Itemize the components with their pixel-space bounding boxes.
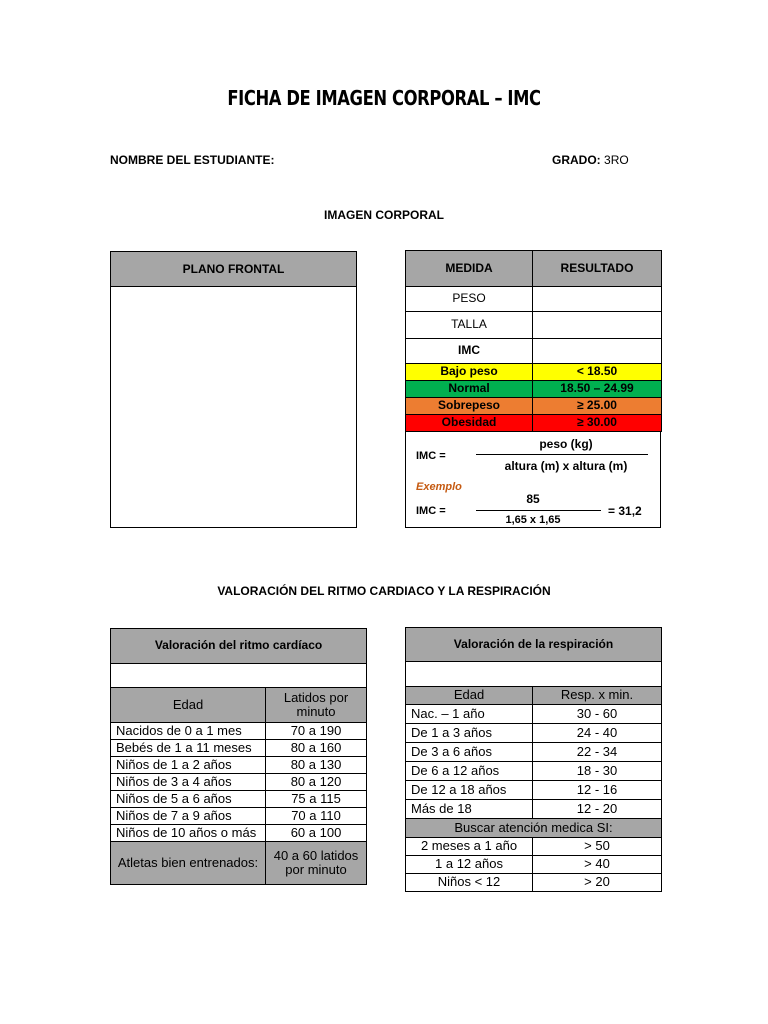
heart-age: Nacidos de 0 a 1 mes <box>111 723 266 740</box>
frontal-plane-box <box>110 251 357 528</box>
alert-row <box>406 838 662 856</box>
example-result: = 31,2 <box>608 504 642 518</box>
heart-value: 75 a 115 <box>266 791 367 808</box>
frontal-plane-header: PLANO FRONTAL <box>111 252 356 287</box>
heart-col-age: Edad <box>111 688 266 723</box>
heart-age: Niños de 7 a 9 años <box>111 808 266 825</box>
resp-row <box>406 705 662 724</box>
resp-row <box>406 724 662 743</box>
heart-row <box>111 774 367 791</box>
heart-row <box>111 723 367 740</box>
alert-row <box>406 856 662 874</box>
heart-rate-table <box>110 628 367 885</box>
formula-denominator: altura (m) x altura (m) <box>504 459 628 473</box>
resp-row <box>406 743 662 762</box>
alert-value: > 20 <box>533 874 662 892</box>
grade-label: GRADO: <box>552 153 601 167</box>
heart-age: Niños de 10 años o más <box>111 825 266 842</box>
resp-row <box>406 781 662 800</box>
category-bajo-peso-value: < 18.50 <box>533 364 662 381</box>
example-label: Exemplo <box>416 481 462 493</box>
section-valoracion-title: VALORACIÓN DEL RITMO CARDIACO Y LA RESPIRACIÓN <box>217 584 551 598</box>
resp-col-rate: Resp. x min. <box>533 687 662 705</box>
imc-formula-box <box>405 431 661 528</box>
category-obesidad: Obesidad <box>406 415 533 432</box>
resp-value: 30 - 60 <box>533 705 662 724</box>
category-sobrepeso-value: ≥ 25.00 <box>533 398 662 415</box>
heart-age: Niños de 1 a 2 años <box>111 757 266 774</box>
heart-col-bpm: Latidos por minuto <box>266 688 367 723</box>
grade-value: 3RO <box>604 153 629 167</box>
heart-value: 80 a 160 <box>266 740 367 757</box>
grade-field <box>552 153 629 167</box>
alert-value: > 50 <box>533 838 662 856</box>
student-name-label: NOMBRE DEL ESTUDIANTE: <box>110 153 275 167</box>
resp-age: De 3 a 6 años <box>406 743 533 762</box>
resp-age: De 12 a 18 años <box>406 781 533 800</box>
heart-row <box>111 757 367 774</box>
heart-value: 80 a 130 <box>266 757 367 774</box>
resp-col-age: Edad <box>406 687 533 705</box>
heart-value: 80 a 120 <box>266 774 367 791</box>
imc-row-talla-value <box>533 312 662 339</box>
resp-table-blank-row <box>406 662 662 687</box>
heart-age: Bebés de 1 a 11 meses <box>111 740 266 757</box>
heart-value: 70 a 110 <box>266 808 367 825</box>
athletes-value: 40 a 60 latidos por minuto <box>266 842 367 885</box>
resp-row <box>406 762 662 781</box>
alert-age: 1 a 12 años <box>406 856 533 874</box>
resp-age: De 6 a 12 años <box>406 762 533 781</box>
heart-row <box>111 825 367 842</box>
category-sobrepeso: Sobrepeso <box>406 398 533 415</box>
resp-alert-header: Buscar atención medica SI: <box>406 819 662 838</box>
resp-row <box>406 800 662 819</box>
imc-row-talla: TALLA <box>406 312 533 339</box>
imc-table <box>405 250 662 432</box>
resp-table-title: Valoración de la respiración <box>406 628 662 662</box>
formula-imc-label: IMC = <box>416 450 446 462</box>
section-imagen-corporal-title: IMAGEN CORPORAL <box>324 208 444 222</box>
imc-header-resultado: RESULTADO <box>533 251 662 287</box>
formula-numerator: peso (kg) <box>539 437 593 451</box>
resp-age: Nac. – 1 año <box>406 705 533 724</box>
formula-fraction-line <box>476 454 648 455</box>
category-normal: Normal <box>406 381 533 398</box>
imc-row-imc: IMC <box>406 339 533 364</box>
example-numerator: 85 <box>526 492 540 506</box>
page-title: FICHA DE IMAGEN CORPORAL – IMC <box>227 86 541 110</box>
heart-age: Niños de 5 a 6 años <box>111 791 266 808</box>
alert-value: > 40 <box>533 856 662 874</box>
alert-row <box>406 874 662 892</box>
alert-age: Niños < 12 <box>406 874 533 892</box>
category-bajo-peso: Bajo peso <box>406 364 533 381</box>
heart-row <box>111 791 367 808</box>
heart-row <box>111 808 367 825</box>
example-fraction-line <box>476 510 601 511</box>
resp-value: 18 - 30 <box>533 762 662 781</box>
imc-row-peso: PESO <box>406 287 533 312</box>
resp-value: 22 - 34 <box>533 743 662 762</box>
resp-value: 12 - 20 <box>533 800 662 819</box>
category-normal-value: 18.50 – 24.99 <box>533 381 662 398</box>
resp-value: 24 - 40 <box>533 724 662 743</box>
imc-header-medida: MEDIDA <box>406 251 533 287</box>
athletes-label: Atletas bien entrenados: <box>111 842 266 885</box>
heart-row <box>111 740 367 757</box>
resp-age: Más de 18 <box>406 800 533 819</box>
heart-table-title: Valoración del ritmo cardíaco <box>111 629 367 664</box>
respiration-table <box>405 627 662 892</box>
resp-value: 12 - 16 <box>533 781 662 800</box>
example-denominator: 1,65 x 1,65 <box>505 514 561 526</box>
imc-row-peso-value <box>533 287 662 312</box>
heart-value: 60 a 100 <box>266 825 367 842</box>
example-imc-label: IMC = <box>416 505 446 517</box>
heart-table-blank-row <box>111 664 367 688</box>
resp-age: De 1 a 3 años <box>406 724 533 743</box>
imc-row-imc-value <box>533 339 662 364</box>
category-obesidad-value: ≥ 30.00 <box>533 415 662 432</box>
heart-value: 70 a 190 <box>266 723 367 740</box>
heart-age: Niños de 3 a 4 años <box>111 774 266 791</box>
alert-age: 2 meses a 1 año <box>406 838 533 856</box>
